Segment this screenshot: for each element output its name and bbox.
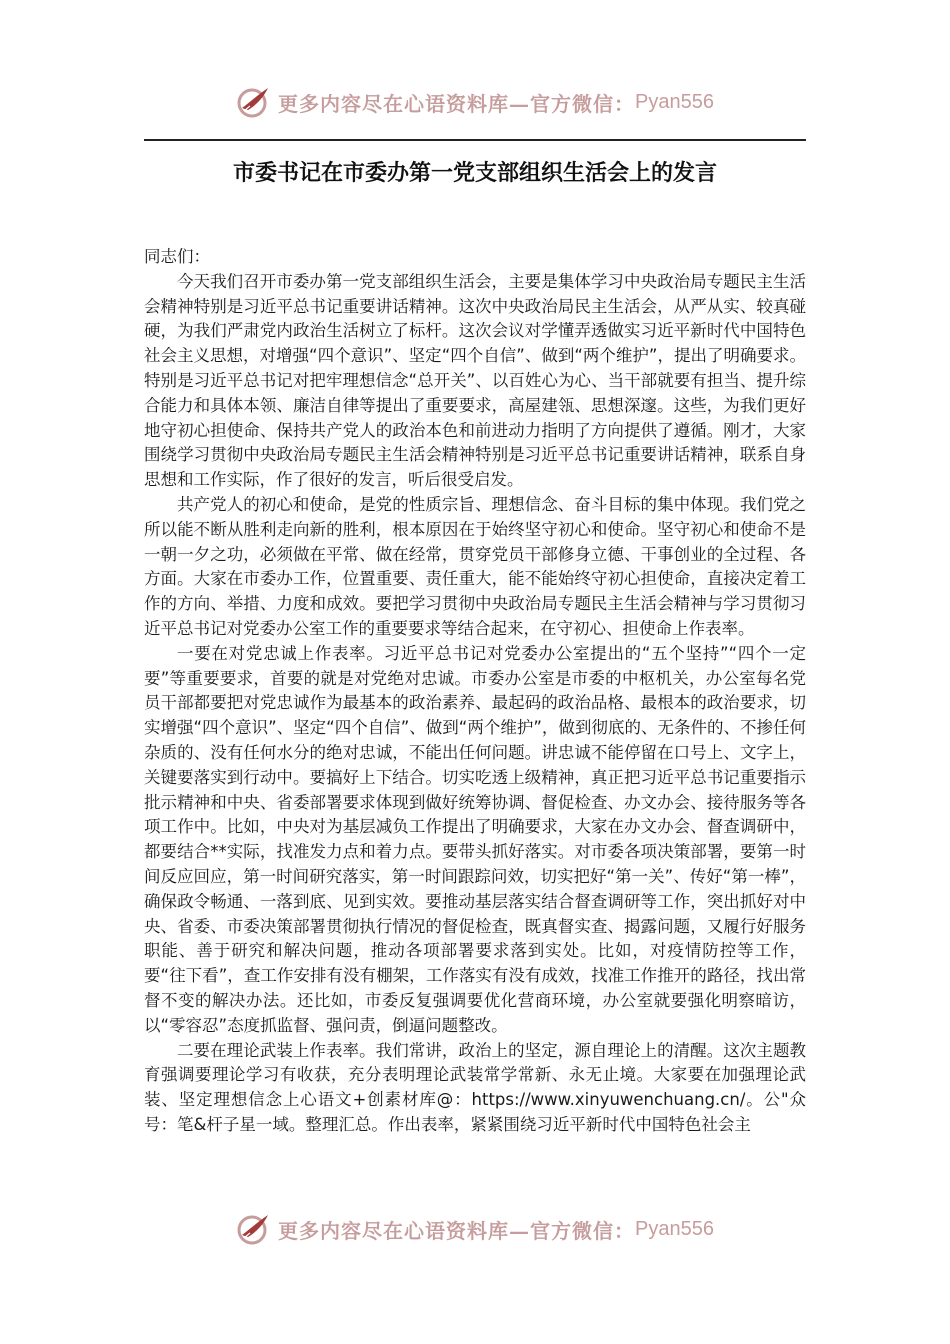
paragraph: 今天我们召开市委办第一党支部组织生活会，主要是集体学习中央政治局专题民主生活会精神特别是习近平总书记重要讲话精神。这次中央政治局民主生活会，从严从实、较真碰硬，为我们严肃党内政治生活树立了标杆。这次会议对学懂弄透做实习近平新时代中国特色社会主义思想，对增强“四个意识”、坚定“四个自信”、做到“两个维护”，提出了明确要求。特别是习近平总书记对把牢理想信念“总开关”、以百姓心为心、当干部就要有担当、提升综合能力和具体本领、廉洁自律等提出了重要要求，高屋建瓴、思想深邃。这些，为我们更好地守初心担使命、保持共产党人的政治本色和前进动力指明了方向提供了遵循。刚才，大家围绕学习贯彻中央政治局专题民主生活会精神特别是习近平总书记重要讲话精神，联系自身思想和工作实际，作了很好的发言，听后很受启发。 (144, 271, 806, 490)
paragraph: 二要在理论武装上作表率。我们常讲，政治上的坚定，源自理论上的清醒。这次主题教育强调要理论学习有收获，充分表明理论武装常学常新、永无止境。大家要在加强理论武装、坚定理想信念上心语文+创素材库@：https://www.xinyuwenchuang.cn/。公"众号：笔&杆子星一域。整理汇总。作出表率，紧紧围绕习近平新时代中国特色社会主 (144, 1040, 806, 1134)
document-title: 市委书记在市委办第一党支部组织生活会上的发言 (232, 161, 717, 186)
salutation: 同志们： (144, 247, 210, 266)
footer-watermark-banner (0, 1209, 950, 1249)
banner-text: 更多内容尽在心语资料库—官方微信： (278, 1218, 636, 1243)
banner-text: 更多内容尽在心语资料库—官方微信： (278, 91, 636, 116)
quill-logo-icon (236, 84, 272, 120)
quill-logo-icon (236, 1211, 272, 1247)
header-watermark-banner (0, 82, 950, 122)
banner-wechat-id: Pyan556 (635, 90, 714, 113)
paragraph: 共产党人的初心和使命，是党的性质宗旨、理想信念、奋斗目标的集中体现。我们党之所以能不断从胜利走向新的胜利，根本原因在于始终坚守初心和使命。坚守初心和使命不是一朝一夕之功，必须做在平常、做在经常，贯穿党员干部修身立德、干事创业的全过程、各方面。大家在市委办工作，位置重要、责任重大，能不能始终守初心担使命，直接决定着工作的方向、举措、力度和成效。要把学习贯彻中央政治局专题民主生活会精神与学习贯彻习近平总书记对党委办公室工作的重要要求等结合起来，在守初心、担使命上作表率。 (144, 494, 806, 638)
banner-wechat-id: Pyan556 (635, 1217, 714, 1240)
document-body (144, 245, 806, 1138)
paragraph: 一要在对党忠诚上作表率。习近平总书记对党委办公室提出的“五个坚持”“四个一定要”等重要要求，首要的就是对党绝对忠诚。市委办公室是市委的中枢机关，办公室每名党员干部都要把对党忠诚作为最基本的政治素养、最起码的政治品格、最根本的政治要求，切实增强“四个意识”、坚定“四个自信”、做到“两个维护”，做到彻底的、无条件的、不掺任何杂质的、没有任何水分的绝对忠诚，不能出任何问题。讲忠诚不能停留在口号上、文字上，关键要落实到行动中。要搞好上下结合。切实吃透上级精神，真正把习近平总书记重要指示批示精神和中央、省委部署要求体现到做好统筹协调、督促检查、办文办会、接待服务等各项工作中。比如，中央对为基层减负工作提出了明确要求，大家在办文办会、督查调研中，都要结合**实际，找准发力点和着力点。要带头抓好落实。对市委各项决策部署，要第一时间反应回应，第一时间研究落实，第一时间跟踪问效，切实把好“第一关”、传好“第一棒”，确保政令畅通、一落到底、见到实效。要推动基层落实结合督查调研等工作，突出抓好对中央、省委、市委决策部署贯彻执行情况的督促检查，既真督实查、揭露问题，又履行好服务职能、善于研究和解决问题，推动各项部署要求落到实处。比如，对疫情防控等工作，要“往下看”，查工作安排有没有棚架，工作落实有没有成效，找准工作推开的路径，找出常督不变的解决办法。还比如，市委反复强调要优化营商环境，办公室就要强化明察暗访，以“零容忍”态度抓监督、强问责，倒逼问题整改。 (144, 643, 806, 1035)
header-divider (144, 139, 806, 141)
